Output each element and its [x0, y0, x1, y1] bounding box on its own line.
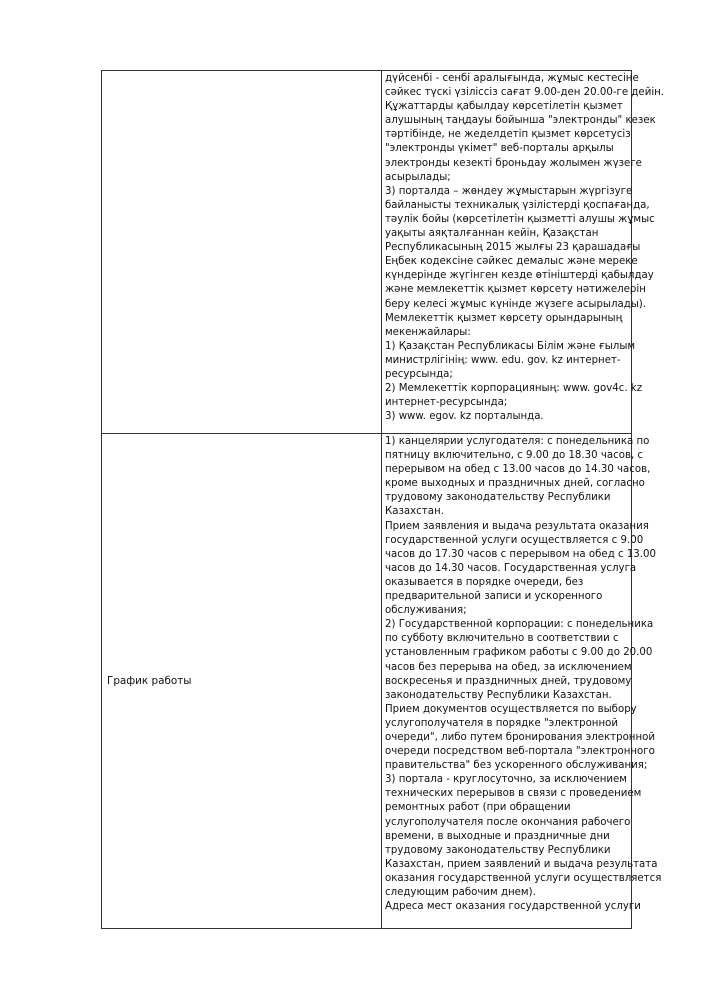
text-line: очереди посредством веб-портала "электронного	[385, 746, 655, 758]
text-line: ремонтных работ (при обращении	[385, 802, 571, 814]
text-line: дүйсенбі - сенбі аралығында, жұмыс кестесіне	[385, 73, 639, 84]
text-line: воскресенья и праздничных дней, трудовому	[385, 675, 632, 687]
service-info-table	[101, 70, 665, 929]
text-line: 3) портала - круглосуточно, за исключением	[385, 774, 627, 786]
row-label: График работы	[107, 675, 192, 687]
row-label-cell	[102, 71, 382, 434]
text-line: Республикасының 2015 жылғы 23 қарашадағы	[385, 242, 641, 254]
text-line: 3) порталда – жөндеу жұмыстарын жүргізуге	[385, 185, 633, 197]
row-content-cell	[382, 434, 662, 929]
text-line: Прием заявления и выдача результата оказания	[385, 520, 649, 532]
text-line: Мемлекеттік қызмет көрсету орындарының	[385, 312, 623, 324]
text-line: сәйкес түскі үзіліссіз сағат 9.00-ден 20.00-ге дейін.	[385, 87, 665, 99]
text-line: правительства" без ускоренного обслуживания;	[385, 760, 648, 772]
text-line: министрлігінің: www. edu. gov. kz интернет-	[385, 354, 621, 366]
text-line: трудовому законодательству Республики	[385, 844, 611, 856]
text-line: оказывается в порядке очереди, без	[385, 576, 584, 588]
text-line: услугополучателя после окончания рабочего	[385, 816, 631, 828]
row-content	[385, 72, 665, 424]
text-line: 1) канцелярии услугодателя: с понедельника по	[385, 436, 650, 447]
text-line: Құжаттарды қабылдау көрсетілетін қызмет	[385, 101, 623, 113]
text-line: технических перерывов в связи с проведением	[385, 788, 642, 800]
table-row	[102, 434, 632, 929]
text-line: часов до 14.30 часов. Государственная услуга	[385, 562, 637, 574]
text-line: часов без перерыва на обед, за исключением	[385, 661, 632, 673]
text-line: Прием документов осуществляется по выбору	[385, 703, 637, 715]
text-line: следующим рабочим днем).	[385, 887, 536, 898]
text-line: трудовому законодательству Республики	[385, 492, 611, 504]
text-line: оказания государственной услуги осуществляется	[385, 872, 662, 884]
row-label-cell	[102, 434, 382, 929]
text-line: 3) www. egov. kz порталында.	[385, 411, 544, 423]
text-line: уақыты аяқталғаннан кейін, Қазақстан	[385, 228, 599, 240]
text-line: законодательству Республики Казахстан.	[385, 689, 612, 701]
table-row	[102, 71, 632, 434]
text-line: электронды кезекті броньдау жолымен жүзеге	[385, 157, 642, 169]
text-line: пятницу включительно, с 9.00 до 18.30 часов, с	[385, 450, 644, 462]
text-line: тәулік бойы (көрсетілетін қызметті алушы жұмыс	[385, 213, 655, 225]
text-line: байланысты техникалық үзілістерді қоспағанда,	[385, 199, 650, 211]
text-line: установленным графиком работы с 9.00 до 20.00	[385, 647, 653, 659]
text-line: часов до 17.30 часов с перерывом на обед с 13.00	[385, 548, 656, 560]
text-line: ресурсында;	[385, 368, 453, 380]
text-line: және мемлекеттік қызмет көрсету нәтижелерін	[385, 284, 646, 296]
text-line: 2) Мемлекеттік корпорацияның: www. gov4c. kz	[385, 383, 643, 395]
text-line: Казахстан, прием заявлений и выдача результата	[385, 858, 658, 870]
text-line: интернет-ресурсында;	[385, 397, 508, 409]
text-line: Еңбек кодексіне сәйкес демалыс және мереке	[385, 256, 638, 268]
text-line: тәртібінде, не жеделдетіп қызмет көрсетусіз	[385, 129, 631, 141]
row-content	[385, 435, 662, 914]
text-line: государственной услуги осуществляется с 9.00	[385, 534, 644, 546]
row-content-cell	[382, 71, 665, 434]
text-line: Адреса мест оказания государственной услуги	[385, 901, 641, 913]
text-line: услугополучателя в порядке "электронной	[385, 717, 618, 729]
text-line: по субботу включительно в соответствии с	[385, 633, 619, 645]
text-line: "электронды үкімет" веб-порталы арқылы	[385, 143, 614, 155]
text-line: алушының таңдауы бойынша "электронды" кезек	[385, 115, 656, 127]
text-line: 1) Қазақстан Республикасы Білім және ғылым	[385, 340, 636, 352]
text-line: времени, в выходные и праздничные дни	[385, 830, 610, 842]
text-line: перерывом на обед с 13.00 часов до 14.30 часов,	[385, 464, 651, 476]
text-line: күндерінде жүгінген кезде өтініштерді қабылдау	[385, 270, 654, 282]
text-line: асырылады;	[385, 171, 451, 183]
text-line: 2) Государственной корпорации: с понедельника	[385, 619, 654, 631]
text-line: Казахстан.	[385, 506, 444, 518]
text-line: кроме выходных и праздничных дней, согласно	[385, 478, 645, 490]
text-line: очереди", либо путем бронирования электронной	[385, 731, 655, 743]
text-line: мекенжайлары:	[385, 326, 471, 338]
text-line: обслуживания;	[385, 605, 467, 617]
text-line: предварительной записи и ускоренного	[385, 591, 603, 603]
text-line: беру келесі жұмыс күнінде жүзеге асырылады).	[385, 298, 647, 310]
